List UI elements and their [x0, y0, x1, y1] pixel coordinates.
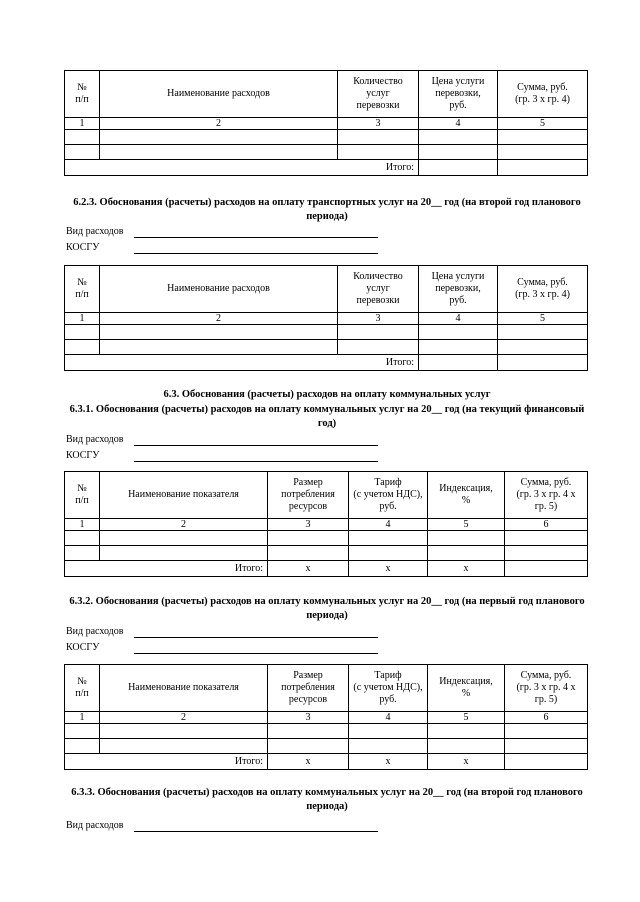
- table-cell: [419, 145, 498, 160]
- table-cell: [268, 724, 349, 739]
- column-number: 5: [428, 519, 505, 531]
- column-number: 1: [65, 712, 100, 724]
- table-cell: [268, 739, 349, 754]
- column-header: № п/п: [65, 71, 100, 118]
- table-cell: [505, 739, 588, 754]
- column-number: 4: [419, 313, 498, 325]
- table-row: [65, 519, 588, 531]
- x-mark: х: [349, 561, 428, 577]
- table-cell: [100, 325, 338, 340]
- table-row: [65, 754, 588, 770]
- table-row: [65, 712, 588, 724]
- table-cell: [428, 546, 505, 561]
- column-header: Размер потребления ресурсов: [268, 665, 349, 712]
- table-cell: [419, 130, 498, 145]
- column-number: 3: [268, 712, 349, 724]
- column-number: 2: [100, 712, 268, 724]
- vid-rashodov-label: Вид расходов: [66, 226, 124, 237]
- table-cell: [100, 724, 268, 739]
- column-header: Наименование показателя: [100, 472, 268, 519]
- table-row: [65, 160, 588, 176]
- table-cell: [498, 355, 588, 371]
- table-cell: [65, 340, 100, 355]
- table-cell: [419, 340, 498, 355]
- table-row: [65, 665, 588, 712]
- kosgu-field[interactable]: [134, 653, 378, 654]
- table-cell: [349, 724, 428, 739]
- table-cell: [349, 531, 428, 546]
- column-header: Сумма, руб. (гр. 3 х гр. 4): [498, 71, 588, 118]
- table-cell: [65, 724, 100, 739]
- column-header: Тариф (с учетом НДС), руб.: [349, 665, 428, 712]
- section-6-3-title: 6.3. Обоснования (расчеты) расходов на оплату коммунальных услуг: [163, 389, 491, 400]
- total-label: Итого:: [65, 561, 268, 577]
- table-cell: [505, 531, 588, 546]
- transport-table-2: [64, 265, 588, 371]
- column-header: Цена услуги перевозки, руб.: [419, 266, 498, 313]
- column-number: 5: [498, 313, 588, 325]
- table-cell: [498, 145, 588, 160]
- column-number: 5: [428, 712, 505, 724]
- vid-rashodov-label: Вид расходов: [66, 434, 124, 445]
- table-cell: [100, 340, 338, 355]
- column-header: Сумма, руб. (гр. 3 х гр. 4): [498, 266, 588, 313]
- transport-table-1: [64, 70, 588, 176]
- utility-table-1: [64, 471, 588, 577]
- table-cell: [100, 546, 268, 561]
- section-6-3-3-title: 6.3.3. Обоснования (расчеты) расходов на оплату коммунальных услуг на 20__ год (на второй год планового периода): [71, 787, 583, 812]
- section-6-2-3-title: 6.2.3. Обоснования (расчеты) расходов на оплату транспортных услуг на 20__ год (на второй год планового периода): [73, 197, 581, 222]
- section-6-3-2-title: 6.3.2. Обоснования (расчеты) расходов на оплату коммунальных услуг на 20__ год (на первый год планового периода): [69, 596, 585, 621]
- table-cell: [100, 531, 268, 546]
- table-cell: [338, 325, 419, 340]
- table-cell: [100, 739, 268, 754]
- table-cell: [349, 739, 428, 754]
- table-row: [65, 340, 588, 355]
- table-row: [65, 130, 588, 145]
- table-cell: [428, 724, 505, 739]
- column-header: Наименование расходов: [100, 71, 338, 118]
- column-header: Количество услуг перевозки: [338, 266, 419, 313]
- vid-rashodov-label: Вид расходов: [66, 820, 124, 831]
- table-cell: [505, 546, 588, 561]
- table-cell: [498, 160, 588, 176]
- table-cell: [100, 130, 338, 145]
- column-number: 4: [419, 118, 498, 130]
- vid-rashodov-field[interactable]: [134, 637, 378, 638]
- column-number: 3: [268, 519, 349, 531]
- table-cell: [65, 130, 100, 145]
- table-cell: [338, 340, 419, 355]
- total-label: Итого:: [65, 754, 268, 770]
- column-number: 1: [65, 118, 100, 130]
- vid-rashodov-field[interactable]: [134, 445, 378, 446]
- table-row: [65, 355, 588, 371]
- table-row: [65, 145, 588, 160]
- column-header: Размер потребления ресурсов: [268, 472, 349, 519]
- column-number: 3: [338, 118, 419, 130]
- x-mark: х: [268, 754, 349, 770]
- column-number: 6: [505, 712, 588, 724]
- table-row: [65, 266, 588, 313]
- table-row: [65, 118, 588, 130]
- kosgu-field[interactable]: [134, 461, 378, 462]
- table-cell: [505, 724, 588, 739]
- table-row: [65, 546, 588, 561]
- table-row: [65, 739, 588, 754]
- table-cell: [498, 340, 588, 355]
- table-cell: [428, 531, 505, 546]
- table-cell: [338, 145, 419, 160]
- column-header: Наименование показателя: [100, 665, 268, 712]
- column-number: 3: [338, 313, 419, 325]
- column-header: Индексация, %: [428, 665, 505, 712]
- table-cell: [419, 160, 498, 176]
- table-cell: [100, 145, 338, 160]
- table-cell: [65, 531, 100, 546]
- vid-rashodov-field[interactable]: [134, 237, 378, 238]
- table-cell: [65, 739, 100, 754]
- column-header: № п/п: [65, 472, 100, 519]
- column-number: 1: [65, 519, 100, 531]
- table-row: [65, 561, 588, 577]
- vid-rashodov-field[interactable]: [134, 831, 378, 832]
- table-cell: [505, 561, 588, 577]
- column-header: № п/п: [65, 266, 100, 313]
- table-cell: [338, 130, 419, 145]
- column-number: 5: [498, 118, 588, 130]
- column-header: Наименование расходов: [100, 266, 338, 313]
- column-number: 2: [100, 519, 268, 531]
- column-number: 6: [505, 519, 588, 531]
- column-header: Цена услуги перевозки, руб.: [419, 71, 498, 118]
- column-header: Индексация, %: [428, 472, 505, 519]
- total-label: Итого:: [65, 355, 419, 371]
- table-cell: [65, 325, 100, 340]
- x-mark: х: [268, 561, 349, 577]
- kosgu-label: КОСГУ: [66, 450, 100, 461]
- table-row: [65, 724, 588, 739]
- table-cell: [505, 754, 588, 770]
- column-header: Количество услуг перевозки: [338, 71, 419, 118]
- utility-table-2: [64, 664, 588, 770]
- table-cell: [428, 739, 505, 754]
- column-number: 4: [349, 712, 428, 724]
- table-cell: [498, 325, 588, 340]
- column-number: 2: [100, 313, 338, 325]
- kosgu-label: КОСГУ: [66, 242, 100, 253]
- column-header: Сумма, руб. (гр. 3 х гр. 4 х гр. 5): [505, 665, 588, 712]
- table-cell: [419, 355, 498, 371]
- kosgu-field[interactable]: [134, 253, 378, 254]
- kosgu-label: КОСГУ: [66, 642, 100, 653]
- table-cell: [419, 325, 498, 340]
- table-cell: [268, 531, 349, 546]
- column-number: 4: [349, 519, 428, 531]
- table-row: [65, 472, 588, 519]
- x-mark: х: [349, 754, 428, 770]
- column-header: № п/п: [65, 665, 100, 712]
- total-label: Итого:: [65, 160, 419, 176]
- column-number: 1: [65, 313, 100, 325]
- table-row: [65, 531, 588, 546]
- table-row: [65, 325, 588, 340]
- section-6-3-1-title: 6.3.1. Обоснования (расчеты) расходов на оплату коммунальных услуг на 20__ год (на текущий финансовый год): [69, 404, 585, 429]
- table-cell: [65, 546, 100, 561]
- table-cell: [498, 130, 588, 145]
- column-header: Сумма, руб. (гр. 3 х гр. 4 х гр. 5): [505, 472, 588, 519]
- x-mark: х: [428, 561, 505, 577]
- column-number: 2: [100, 118, 338, 130]
- table-cell: [349, 546, 428, 561]
- table-row: [65, 313, 588, 325]
- column-header: Тариф (с учетом НДС), руб.: [349, 472, 428, 519]
- x-mark: х: [428, 754, 505, 770]
- table-row: [65, 71, 588, 118]
- vid-rashodov-label: Вид расходов: [66, 626, 124, 637]
- table-cell: [65, 145, 100, 160]
- table-cell: [268, 546, 349, 561]
